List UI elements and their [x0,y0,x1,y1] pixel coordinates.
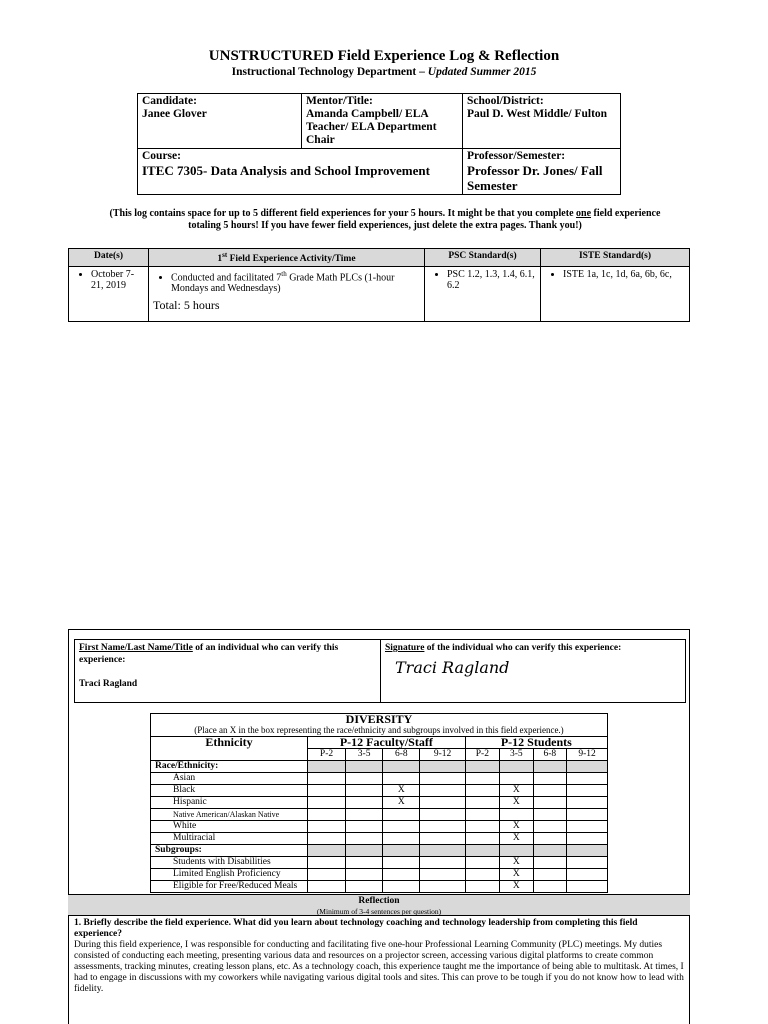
mark-cell [420,809,465,821]
shade-cell [465,845,499,857]
header-activity-text: Field Experience Activity/Time [229,254,356,265]
mark-cell [308,785,346,797]
race-row [151,773,608,785]
diversity-title: DIVERSITY [151,714,608,726]
mark-cell [567,809,608,821]
header-psc: PSC Standard(s) [425,249,541,267]
row-label: Students with Disabilities [151,857,308,869]
verifier-name-cell [75,640,381,703]
header-activity [149,249,425,267]
reflection-question-1: 1. Briefly describe the field experience. What did you learn about technology coaching and technology leadership from completing this field experience? [74,918,638,939]
mentor-label: Mentor/Title: [306,95,373,107]
professor-cell [463,149,621,195]
mark-cell [420,821,465,833]
row-label: White [151,821,308,833]
shade-cell [533,761,567,773]
header-dates: Date(s) [69,249,149,267]
candidate-name: Janee Glover [142,108,207,120]
mark-cell: X [500,821,534,833]
log-instructions [100,208,670,232]
signature-label-u: Signature [385,643,425,653]
mark-cell [465,773,499,785]
race-rows [151,773,608,845]
row-label: Limited English Proficiency [151,869,308,881]
header-iste: ISTE Standard(s) [541,249,690,267]
shade-cell [308,845,346,857]
course-name: ITEC 7305- Data Analysis and School Improvement [142,163,430,178]
header-activity-sup: st [222,251,228,259]
psc-value: • PSC 1.2, 1.3, 1.4, 6.1, 6.2 [447,269,536,291]
mark-cell [533,833,567,845]
row-label: Black [151,785,308,797]
mark-cell [346,881,383,893]
subgroup-row [151,881,608,893]
shade-cell [420,845,465,857]
grade-header: 9-12 [420,749,465,761]
mark-cell [567,773,608,785]
shade-cell [533,845,567,857]
race-row [151,821,608,833]
reflection-subtitle: (Minimum of 3-4 sentences per question) [316,907,442,916]
activity-pre: Conducted and facilitated 7 [171,272,282,284]
diversity-instruction: (Place an X in the box representing the race/ethnicity and subgroups involved in this field experience.) [151,725,608,737]
candidate-info-table [137,93,621,195]
shade-cell [465,761,499,773]
mark-cell [533,821,567,833]
signature-cell [381,640,686,703]
mark-cell [308,809,346,821]
mark-cell [533,785,567,797]
note-part2: field experience totaling 5 hours! If you have fewer field experiences, just delete the extra pages. Thank you!) [188,208,661,231]
course-label: Course: [142,150,181,162]
mark-cell [533,857,567,869]
iste-cell [541,267,690,322]
verifier-name-label-u: First Name/Last Name/Title [79,643,193,653]
total-hours: Total: 5 hours [153,298,220,313]
candidate-label: Candidate: [142,95,197,107]
mark-cell [308,833,346,845]
row-label: Eligible for Free/Reduced Meals [151,881,308,893]
faculty-header: P-12 Faculty/Staff [308,737,466,749]
reflection-header [68,894,690,916]
signature-label: of the individual who can verify this experience: [426,643,622,653]
race-row [151,785,608,797]
shade-cell [308,761,346,773]
mark-cell [420,869,465,881]
shade-cell [567,761,608,773]
mark-cell [465,821,499,833]
mark-cell [465,809,499,821]
activity-sup: th [281,270,287,279]
school-name: Paul D. West Middle/ Fulton [467,108,608,120]
mark-cell [346,833,383,845]
mark-cell [420,857,465,869]
date-cell [69,267,149,322]
iste-value: • ISTE 1a, 1c, 1d, 6a, 6b, 6c, [563,269,685,280]
shade-cell [346,761,383,773]
note-underlined: one [576,208,592,219]
mark-cell [383,857,420,869]
table-row [69,267,690,322]
shade-cell [420,761,465,773]
subgroup-row [151,869,608,881]
mark-cell: X [383,797,420,809]
race-label: Race/Ethnicity: [151,761,308,773]
verifier-name: Traci Ragland [79,679,138,689]
mentor-cell [302,94,463,149]
grade-header: P-2 [465,749,499,761]
subtitle-department: Instructional Technology Department – [231,66,425,78]
race-row [151,833,608,845]
mark-cell [308,797,346,809]
mark-cell [533,809,567,821]
mark-cell [533,869,567,881]
mentor-name: Amanda Campbell/ ELA Teacher/ ELA Department Chair [306,108,437,146]
row-label: Hispanic [151,797,308,809]
date-value: • October 7-21, 2019 [91,269,144,291]
grade-header: P-2 [308,749,346,761]
shade-cell [346,845,383,857]
shade-cell [500,761,534,773]
mark-cell [465,881,499,893]
mark-cell [346,821,383,833]
mark-cell [567,833,608,845]
shade-cell [500,845,534,857]
mark-cell [383,869,420,881]
mark-cell [346,869,383,881]
row-label: Asian [151,773,308,785]
mark-cell: X [500,869,534,881]
activity-post: Grade Math PLCs (1-hour Mondays and Wednesdays) [171,272,395,295]
mark-cell [308,857,346,869]
course-cell [138,149,463,195]
grade-header: 9-12 [567,749,608,761]
header-activity-ordinal: 1 [217,254,223,265]
document-subtitle [0,66,768,78]
mark-cell [500,773,534,785]
mark-cell [383,881,420,893]
shade-cell [567,845,608,857]
mark-cell [383,833,420,845]
mark-cell [420,773,465,785]
mark-cell [533,797,567,809]
subgroup-rows [151,857,608,893]
mark-cell [465,857,499,869]
verification-table [74,639,686,703]
row-label: Multiracial [151,833,308,845]
candidate-cell [138,94,302,149]
mark-cell [383,821,420,833]
document-title: UNSTRUCTURED Field Experience Log & Reflection [208,48,560,64]
reflection-title: Reflection [358,896,400,906]
grade-header: 6-8 [533,749,567,761]
mark-cell: X [500,833,534,845]
mark-cell [420,881,465,893]
shade-cell [383,761,420,773]
mark-cell [533,881,567,893]
mark-cell [420,785,465,797]
subgroup-row [151,857,608,869]
shade-cell [383,845,420,857]
mark-cell [567,857,608,869]
mark-cell: X [500,797,534,809]
mark-cell [420,833,465,845]
mark-cell [567,881,608,893]
mark-cell [567,821,608,833]
mark-cell [346,785,383,797]
reflection-answer-1: During this field experience, I was responsible for conducting and facilitating five one-hour Professional Learning Community (PLC) meetings. My duties consisted of conducting each meeting, presenting various data and resources on a projector screen, accessing various digital platforms to create common assessments, tracking minutes, creating lesson plans, etc. As a technology coach, this experience taught me the importance of being able to multitask. At times, I had to engage in discussions with my coworkers while navigating various digital tools and sites. This can prove to be tough if you do not know how to lead with fidelity. [74,940,684,994]
grade-header: 3-5 [500,749,534,761]
ethnicity-header: Ethnicity [151,737,308,761]
signature-image: Traci Ragland [395,658,510,677]
activity-cell [149,267,425,322]
verifier-name-label: of an individual who can verify this experience: [79,643,339,665]
mark-cell: X [500,881,534,893]
mark-cell [308,773,346,785]
subtitle-updated: Updated Summer 2015 [427,66,537,78]
mark-cell: X [383,785,420,797]
mark-cell: X [500,857,534,869]
mark-cell: X [500,785,534,797]
race-row [151,809,608,821]
field-experience-log-table [68,248,690,322]
mark-cell [383,809,420,821]
mark-cell [308,881,346,893]
grade-header: 6-8 [383,749,420,761]
mark-cell [346,797,383,809]
students-header: P-12 Students [465,737,607,749]
race-row [151,797,608,809]
mark-cell [346,857,383,869]
psc-cell [425,267,541,322]
diversity-table [150,713,608,893]
professor-name: Professor Dr. Jones/ Fall Semester [467,163,603,193]
mark-cell [465,869,499,881]
mark-cell [533,773,567,785]
mark-cell [567,785,608,797]
mark-cell [465,833,499,845]
professor-label: Professor/Semester: [467,150,566,162]
mark-cell [346,809,383,821]
grade-header: 3-5 [346,749,383,761]
activity-value [171,269,420,294]
mark-cell [567,797,608,809]
note-part1: (This log contains space for up to 5 different field experiences for your 5 hours. It might be that you complete [109,208,574,219]
mark-cell [465,797,499,809]
mark-cell [383,773,420,785]
mark-cell [465,785,499,797]
school-cell [463,94,621,149]
mark-cell [500,809,534,821]
mark-cell [420,797,465,809]
row-label: Native American/Alaskan Native [151,809,308,821]
mark-cell [346,773,383,785]
mark-cell [308,821,346,833]
subgroups-label: Subgroups: [151,845,308,857]
school-label: School/District: [467,95,544,107]
mark-cell [567,869,608,881]
mark-cell [308,869,346,881]
